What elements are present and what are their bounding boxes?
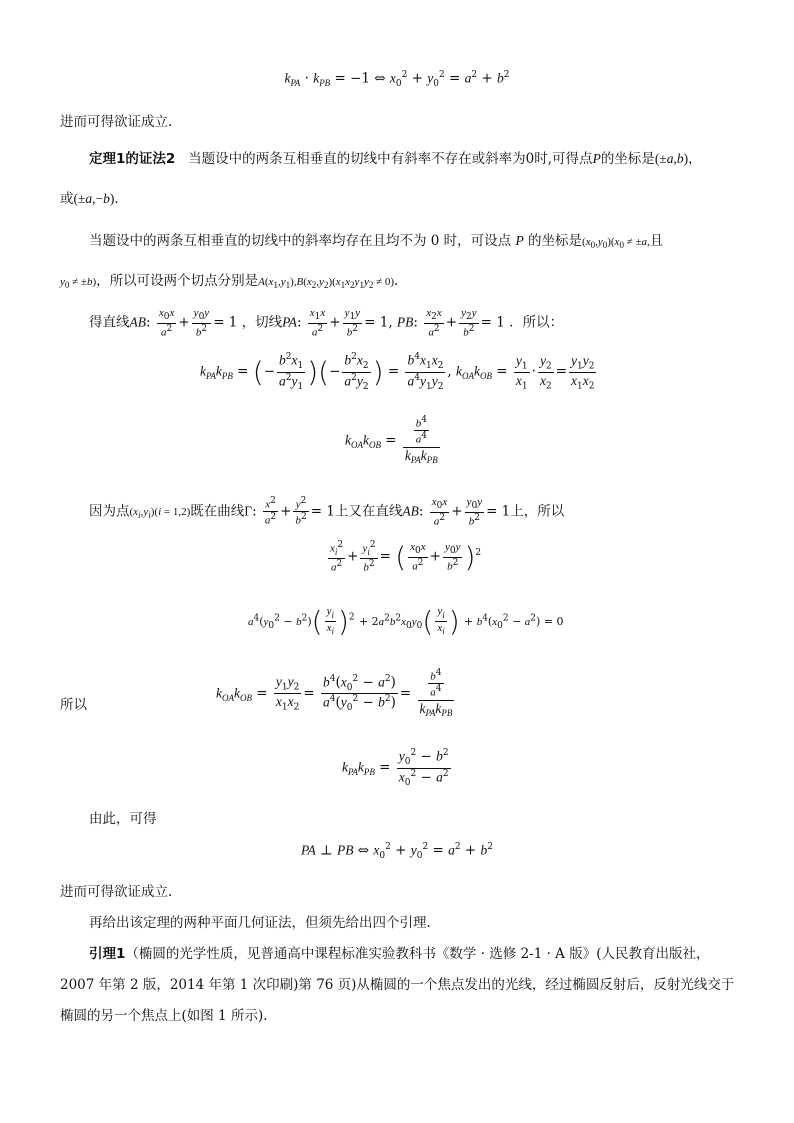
paragraph-proof2-or: 或(±a,−b)． (60, 191, 128, 207)
equation-perpendicular-condition: $k_{PA} \cdot k_{PB} = -1$ ⇔ $x_0^2 + y_0^2 = a^2 + b^2$ (284, 70, 510, 90)
label-suoyi: 所以 (60, 697, 87, 713)
p5-c: 上又在直线 (334, 503, 403, 520)
paragraph-proof2-intro: 定理1的证法2 当题设中的两条互相垂直的切线中有斜率不存在或斜率为0时,可得点P的坐标是(±a,b)， (89, 151, 702, 167)
paragraph-conclusion-2: 进而可得欲证成立. (60, 884, 173, 900)
equation-kpa-kpb: $k_{PA}k_{PB}$ = $\frac{y_0^2 - b^2}{x_0^2 - a^2}$ (342, 748, 449, 788)
paragraph-lemma1-line2: 2007 年第 2 版，2014 年第 1 次印刷)第 76 页)从椭圆的一个焦点发出的光线，经过椭圆反射后，反射光线交于 (60, 977, 735, 993)
equation-slope-products: $k_{PA}k_{PB}$ = (− $\frac{b^2x_1}{a^2y_1}$ )(− $\frac{b^2x_2}{a^2y_2}$ ) = $\frac{b^4x_1x_2}{a^4y_1y_2}$ , $k_{OA}k_{OB}$ = $\frac{y_1}{x_1}$ · $\frac{y_2}{x_2}$ = $\frac{y_1y_2}{x_1x_2}$ (200, 352, 595, 392)
paragraph-points-on-curve: 因为点$(x_i,y_i)(i = 1,2)$既在曲线Γ: $\frac{x^2}{a^2}$ + $\frac{y^2}{b^2}$ = 1上又在直线AB: $\frac{x_0x}{a^2}$ + $\frac{y_0y}{b^2}$ = 1上，所以 (89, 496, 565, 528)
p4-a: 得直线 (89, 314, 130, 331)
lemma1-text-1: （椭圆的光学性质，见普通高中课程标准实验教科书《数学 · 选修 2-1 · A 版》(人民教育出版社， (125, 946, 710, 962)
paragraph-lines: 得直线AB: $\frac{x_0x}{a^2}$ + $\frac{y_0y}{b^2}$ = 1 ，切线PA: $\frac{x_1x}{a^2}$ + $\frac{y_1y}{b^2}$ = 1, PB: $\frac{x_2x}{a^2}$ + $\frac{y_2y}{b^2}$ = 1 ．所以： (89, 307, 564, 339)
proof2-text-b: 的坐标是 (600, 151, 655, 167)
paragraph-tangent-points: $y_0 \ne \pm b$)，所以可设两个切点分别是$A(x_1,y_1),B(x_2,y_2)(x_1x_2y_1y_2 \ne 0)$． (60, 273, 408, 291)
p3-b: 的坐标是 (528, 233, 583, 249)
equation-final: PA ⊥ PB ⇔ $x_0^2 + y_0^2 = a^2 + b^2$ (300, 842, 494, 862)
paragraph-lemma1-line1 (89, 942, 710, 962)
equation-koa-kob: $k_{OA}k_{OB}$ = $\frac{\frac{b^4}{a^4}}{k_{PA}k_{PB}}$ (345, 415, 438, 466)
p5-a: 因为点 (89, 503, 130, 520)
or-word: 或 (60, 191, 74, 207)
p3-a: 当题设中的两条互相垂直的切线中的斜率均存在且均不为 0 时，可设点 (89, 233, 512, 249)
p4-b: ，切线 (241, 314, 283, 331)
p5-d: 上，所以 (510, 503, 565, 520)
p3-d: ，所以可设两个切点分别是 (96, 273, 259, 289)
paragraph-next: 再给出该定理的两种平面几何证法，但须先给出四个引理. (89, 915, 431, 931)
lemma1-label: 引理1 (89, 946, 126, 962)
paragraph-lemma1-line3: 椭圆的另一个焦点上(如图 1 所示). (60, 1008, 268, 1024)
equation-quadratic: $a^4(y_0^2 - b^2)$( $\frac{y_i}{x_i}$ )$^2 + 2a^2b^2x_0y_0$( $\frac{y_i}{x_i}$ ) + $b^4(x_0^2 - a^2) = 0$ (248, 605, 564, 638)
paragraph-general-case: 当题设中的两条互相垂直的切线中的斜率均存在且均不为 0 时，可设点 P 的坐标是$(x_0,y_0)(x_0 \ne \pm a$,且 (89, 233, 664, 251)
equation-koa-kob-expanded: $k_{OA}k_{OB}$ = $\frac{y_1y_2}{x_1x_2}$ = $\frac{b^4(x_0^2 - a^2)}{a^4(y_0^2 - b^2)}$ = $\frac{\frac{b^4}{a^4}}{k_{PA}k_{PB}}$ (216, 668, 453, 719)
p3-c: 且 (649, 233, 664, 249)
p4-c: ．所以： (509, 314, 564, 331)
label-youci: 由此，可得 (89, 811, 157, 827)
equation-homogenized: $\frac{x_i^2}{a^2}$ + $\frac{y_i^2}{b^2}$ = ( $\frac{x_0x}{a^2}$ + $\frac{y_0y}{b^2}$ )$^2$ (330, 540, 482, 574)
p5-b: 既在曲线 (190, 503, 245, 520)
proof2-text: 当题设中的两条互相垂直的切线中有斜率不存在或斜率为0时,可得点 (188, 151, 593, 167)
proof2-label: 定理1的证法2 (89, 151, 176, 167)
paragraph-conclusion-1: 进而可得欲证成立. (60, 114, 173, 130)
